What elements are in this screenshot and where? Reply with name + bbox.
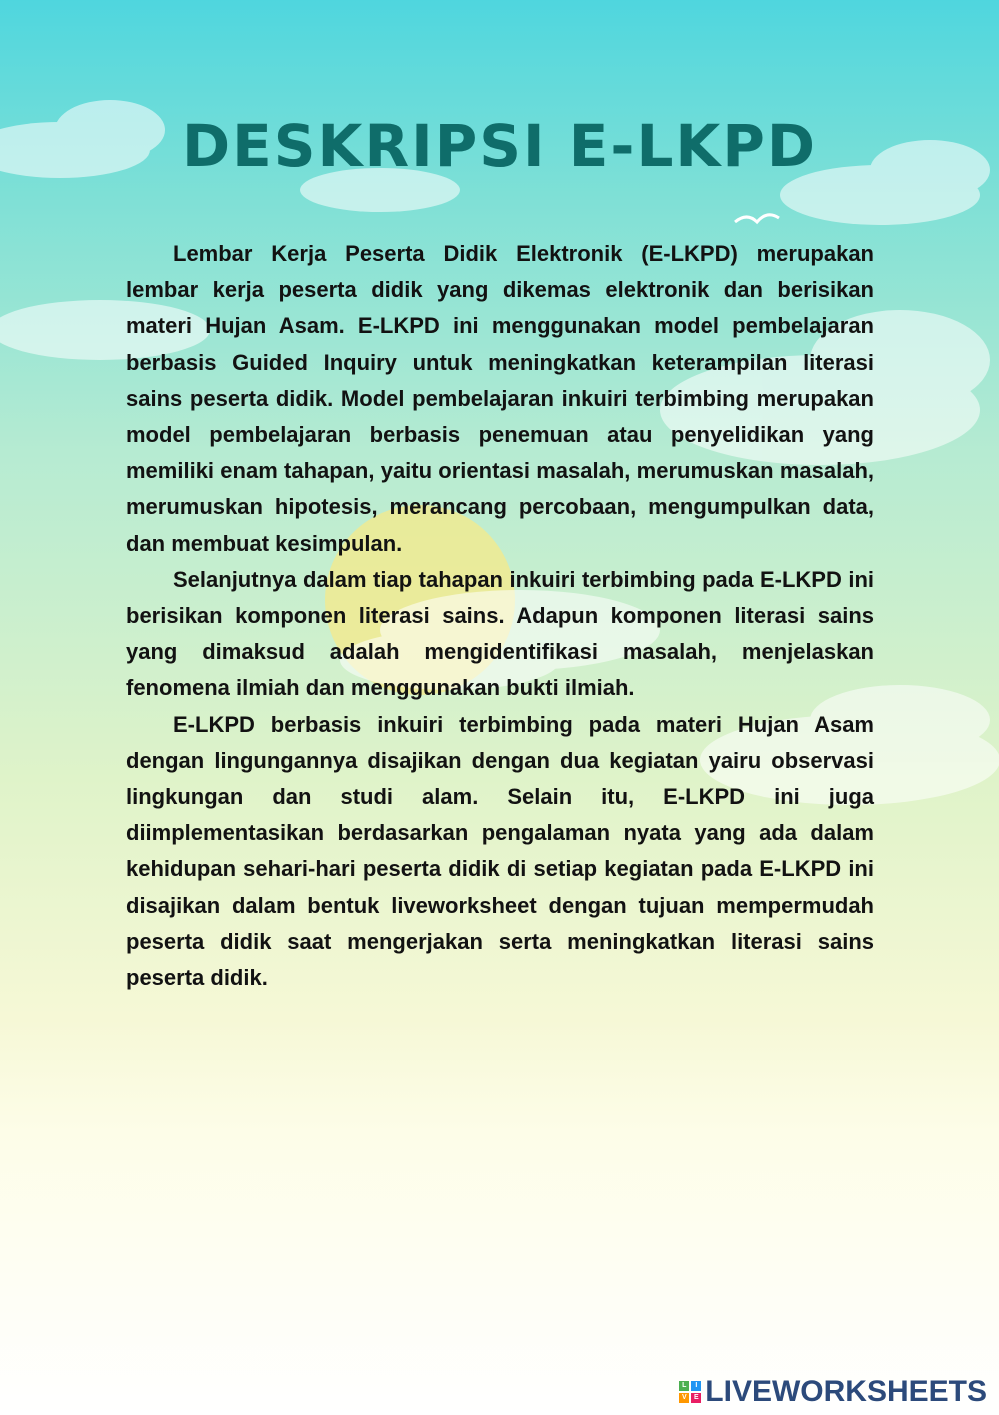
logo-letter-e: E (691, 1393, 701, 1403)
paragraph-1: Lembar Kerja Peserta Didik Elektronik (E-LKPD) merupakan lembar kerja peserta didik yang dikemas elektronik dan berisikan materi Hujan Asam. E-LKPD ini menggunakan model pembelajaran berbasis Guided Inquiry untuk meningkatkan keterampilan literasi sains peserta didik. Model pembelajaran inkuiri terbimbing merupakan model pembelajaran berbasis penemuan atau penyelidikan yang memiliki enam tahapan, yaitu orientasi masalah, merumuskan masalah, merumuskan hipotesis, merancang percobaan, mengumpulkan data, dan membuat kesimpulan. (126, 241, 874, 556)
liveworksheets-logo[interactable] (679, 1375, 987, 1409)
paragraph-2: Selanjutnya dalam tiap tahapan inkuiri terbimbing pada E-LKPD ini berisikan komponen literasi sains. Adapun komponen literasi sains yang dimaksud adalah mengidentifikasi masalah, menjelaskan fenomena ilmiah dan menggunakan bukti ilmiah. (126, 566, 874, 701)
logo-letter-i: I (691, 1381, 701, 1391)
paragraph-3: E-LKPD berbasis inkuiri terbimbing pada materi Hujan Asam dengan lingungannya disajikan dengan dua kegiatan yairu observasi lingkungan dan studi alam. Selain itu, E-LKPD ini juga diimplementasikan berdasarkan pengalaman nyata yang ada dalam kehidupan sehari-hari peserta didik di setiap kegiatan pada E-LKPD ini disajikan dalam bentuk liveworksheet dengan tujuan mempermudah peserta didik saat mengerjakan serta meningkatkan literasi sains peserta didik. (126, 711, 874, 991)
logo-letter-l: L (679, 1381, 689, 1391)
logo-letter-v: V (679, 1393, 689, 1403)
logo-icon (679, 1381, 701, 1403)
description-body (126, 236, 874, 996)
bird-shape (735, 215, 779, 222)
logo-text: LIVEWORKSHEETS (705, 1375, 987, 1408)
page-title: DESKRIPSI E-LKPD (181, 112, 818, 180)
